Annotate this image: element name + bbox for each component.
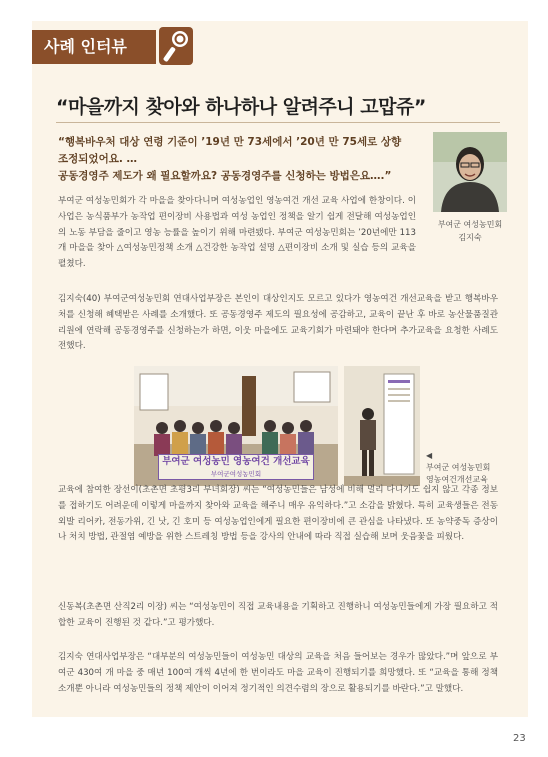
photo-caption [426,450,516,486]
photo-caption-arrow: ◀ [426,451,433,460]
portrait-caption [423,218,517,244]
group-photo [134,366,338,486]
event-banner [158,454,314,480]
pull-quote [58,134,418,185]
portrait-photo [433,132,507,212]
section-tag: 사례 인터뷰 [32,30,156,64]
body-paragraph: 김지숙 연대사업부장은 “대부분의 여성농민들이 여성농민 대상의 교육을 처음 들어보는 경우가 많았다.”며 앞으로 부여군 430여 개 마을 중 매년 100여 개씩 4년에 한 번이라도 마을 교육이 진행되기를 희망했다. 또 “교육을 통해 정책 소개뿐 아니라 여성농민들의 정책 제안이 이어져 정기적인 의견수렴의 장으로 활용되기를 바란다.”고 말했다. [58,652,498,694]
microphone-icon [158,24,194,68]
portrait-caption-name: 김지숙 [458,233,482,242]
body-paragraph: 부여군 여성농민회가 각 마을을 찾아다니며 여성농업인 영농여건 개선 교육 사업에 한창이다. 이 사업은 농식품부가 농작업 편이장비 사용법과 여성 농업인 정책을 알기 쉽게 전달해 여성농업인의 노동 부담을 줄이고 영농 능률을 높이기 위해 마련됐다. 부여군 여성농민회는 ’20년에만 113개 마을을 찾아 △여성농민정책 소개 △건강한 농작업 설명 △편이장비 소개 및 실습 등의 교육을 펼쳤다. [58,196,416,270]
article-headline: “마을까지 찾아와 하나하나 알려주니 고맙쥬” [56,96,426,118]
pull-quote-line: 조정되었어요. … [58,153,138,165]
headline-divider [56,122,500,123]
page-number: 23 [513,733,526,744]
portrait-caption-org: 부여군 여성농민회 [437,220,503,229]
banner-subtitle: 부여군여성농민회 [210,470,262,478]
pull-quote-line: “행복바우처 대상 연령 기준이 ’19년 만 73세에서 ’20년 만 75세로 상향 [58,136,402,148]
body-paragraph: 교육에 참여한 장선이(초촌면 초평3리 부녀회장) 씨는 “여성농민들은 남성에 비해 멀리 다니기도 쉽지 않고 각종 정보를 접하기도 어려운데 이렇게 마을까지 찾아와 교육을 해주니 매우 유익하다.”고 소감을 밝혔다. 특히 교육생들은 전동 외발 리어카, 전동가위, 긴 낫, 긴 호미 등 여성농업인에게 필요한 편이장비에 큰 관심을 나타냈다. 또 농약중독 증상이나 처치 방법, 관절염 예방을 위한 스트레칭 방법 등을 강사의 안내에 따라 직접 실습해 보며 웃음꽃을 피웠다. [58,485,498,543]
body-paragraph: 신동복(초촌면 산직2리 이장) 씨는 “여성농민이 직접 교육내용을 기획하고 진행하니 여성농민들에게 가장 필요하고 적합한 교육이 진행된 것 같다.”고 평가했다. [58,602,498,628]
banner-title: 부여군 여성농민 영농여건 개선교육 [162,456,310,467]
photo-caption-line: 부여군 여성농민회 [426,463,491,472]
pull-quote-line: 공동경영주 제도가 왜 필요할까요? 공동경영주를 신청하는 방법은요….” [58,170,392,182]
photo-caption-line: 영농여건개선교육 [426,475,488,484]
lecture-photo [344,366,420,486]
body-paragraph: 김지숙(40) 부여군여성농민회 연대사업부장은 본인이 대상인지도 모르고 있다가 영농여건 개선교육을 받고 행복바우처를 신청해 혜택받은 사례를 소개했다. 또 공동경영주 제도의 필요성에 공감하고, 교육이 끝난 후 바로 농산물품질관리원에 연락해 공동경영주를 신청하는가 하면, 이웃 마을에도 교육기회가 마련돼야 한다며 추가교육을 요청한 사례도 전했다. [58,294,498,352]
